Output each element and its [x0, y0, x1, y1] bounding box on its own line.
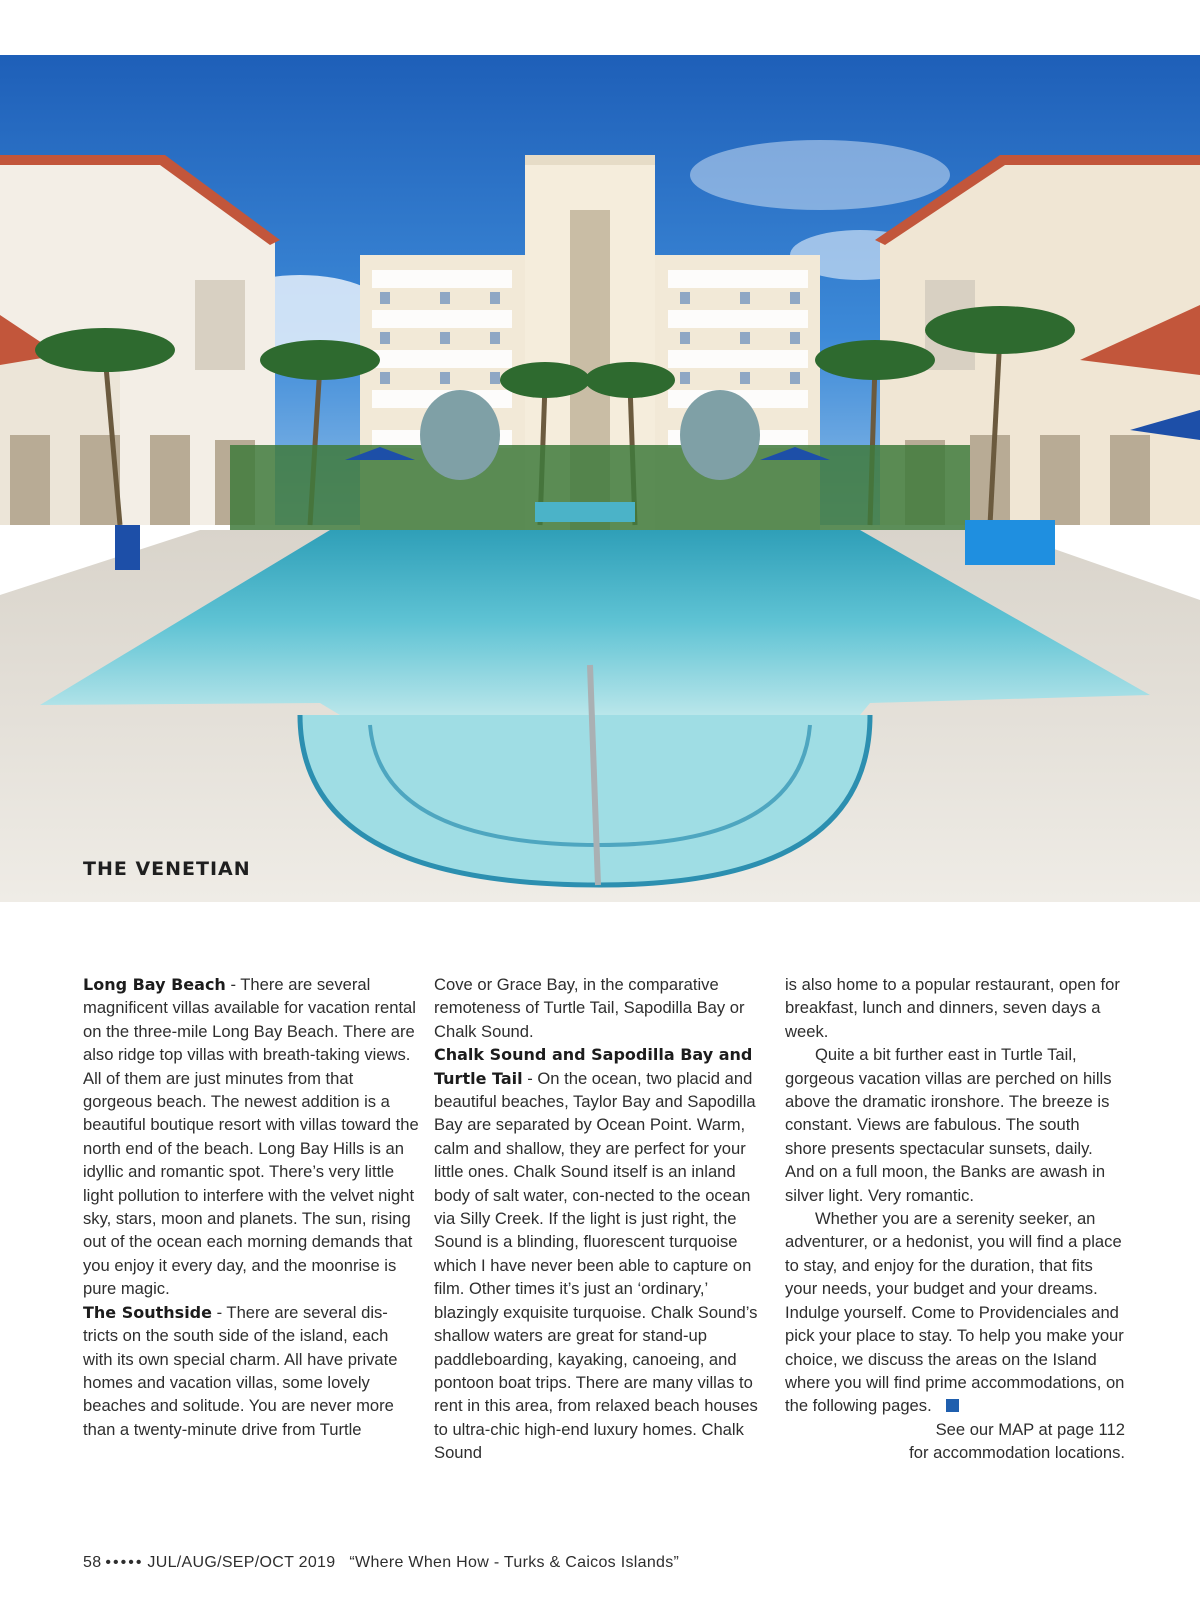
paragraph-long-bay-beach: [83, 973, 419, 1301]
resort-pool-photo: [0, 55, 1200, 902]
paragraph-restaurant: [785, 973, 1125, 1043]
heading-chalk-sound: Chalk Sound and Sapodilla Bay and Turtle Tail: [434, 1045, 753, 1088]
map-note-line-2: for accommodation locations.: [909, 1443, 1125, 1463]
paragraph-southside-continued: [434, 973, 770, 1043]
body-closing: Whether you are a serenity seeker, an adventurer, or a hedonist, you will find a place to stay, and enjoy for the duration, that fits your needs, your budget and your dreams. Indulge yourself. Come to Providenciales and pick your place to stay. To help you make your choice, we discuss the areas on the Island where you will find prime accommodations, on the following pages.: [785, 1209, 1125, 1416]
paragraph-chalk-sound: [434, 1043, 770, 1464]
map-note: [785, 1418, 1125, 1465]
heading-southside: The Southside: [83, 1302, 212, 1322]
heading-long-bay-beach: Long Bay Beach: [83, 975, 226, 994]
body-southside-continued: Cove or Grace Bay, in the comparative remoteness of Turtle Tail, Sapodilla Bay or Chalk Sound.: [434, 975, 745, 1041]
page-footer: [83, 1554, 679, 1572]
end-of-article-square-icon: [946, 1399, 959, 1412]
body-turtle-tail: Quite a bit further east in Turtle Tail, gorgeous vacation villas are perched on hills above the dramatic ironshore. The breeze is constant. Views are fabulous. The south shore presents spectacular sunsets, daily. And on a full moon, the Banks are awash in silver light. Very romantic.: [785, 1045, 1112, 1205]
publication-name: “Where When How - Turks & Caicos Islands”: [349, 1554, 680, 1571]
paragraph-turtle-tail: [785, 1043, 1125, 1207]
body-chalk-sound: - On the ocean, two placid and beautiful beaches, Taylor Bay and Sapodilla Bay are separated by Ocean Point. Warm, calm and shallow, they are perfect for your little ones. Chalk Sound itself is an inland body of salt water, con-nected to the ocean via Silly Creek. If the light is just right, the Sound is a blinding, fluorescent turquoise which I have never been able to capture on film. Other times it’s just an ‘ordinary,’ blazingly exquisite turquoise. Chalk Sound’s shallow waters are great for stand-up paddleboarding, kayaking, canoeing, and pontoon boat trips. There are many villas to rent in this area, from relaxed beach houses to ultra-chic high-end luxury homes. Chalk Sound: [434, 1068, 758, 1463]
footer-dots: •••••: [105, 1554, 144, 1571]
issue-dates: JUL/AUG/SEP/OCT 2019: [147, 1554, 336, 1571]
map-note-line-1: See our MAP at page 112: [935, 1419, 1125, 1439]
paragraph-closing: [785, 1207, 1125, 1418]
text-column-1: [83, 973, 419, 1441]
page-number: 58: [83, 1554, 102, 1571]
body-restaurant: is also home to a popular restaurant, open for breakfast, lunch and dinners, seven days a week.: [785, 975, 1120, 1041]
body-long-bay-beach: - There are several magnificent villas available for vacation rental on the three-mile Long Bay Beach. There are also ridge top villas with breath-taking views. All of them are just minutes from that gorgeous beach. The newest addition is a beautiful boutique resort with villas toward the north end of the beach. Long Bay Hills is an idyllic and romantic spot. There’s very little light pollution to interfere with the velvet night sky, stars, moon and planets. The sun, rising out of the ocean each morning demands that you enjoy it every day, and the moonrise is pure magic.: [83, 975, 419, 1299]
paragraph-southside: [83, 1301, 419, 1441]
body-southside: - There are several dis-tricts on the south side of the island, each with its own special charm. All have private homes and vacation villas, some lovely beaches and solitude. You are never more than a twenty-minute drive from Turtle: [83, 1302, 398, 1439]
text-column-2: [434, 973, 770, 1465]
photo-caption: THE VENETIAN: [83, 858, 251, 880]
text-column-3: [785, 973, 1125, 1465]
